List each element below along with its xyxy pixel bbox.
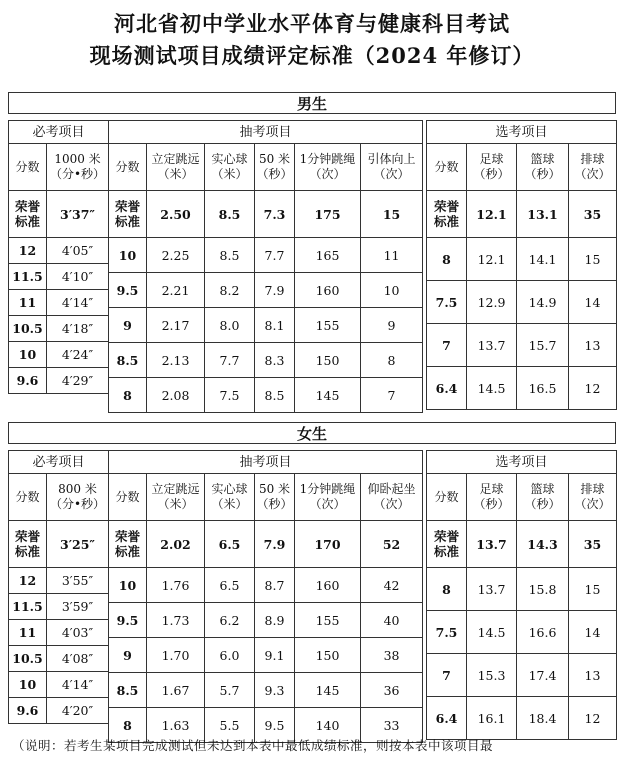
value-cell: 4′10″ xyxy=(47,264,109,290)
value-cell: 8 xyxy=(361,343,423,378)
value-cell: 2.17 xyxy=(147,308,205,343)
score-cell: 7 xyxy=(427,654,467,697)
value-cell: 14 xyxy=(569,611,617,654)
value-cell: 7.9 xyxy=(255,521,295,568)
value-cell: 13.7 xyxy=(467,324,517,367)
value-cell: 12.9 xyxy=(467,281,517,324)
value-cell: 8.5 xyxy=(205,238,255,273)
page-title-line-2: 现场测试项目成绩评定标准（2024 年修订） xyxy=(89,43,535,68)
value-cell: 33 xyxy=(361,708,423,743)
value-cell: 145 xyxy=(295,673,361,708)
value-cell: 18.4 xyxy=(517,697,569,740)
value-cell: 7 xyxy=(361,378,423,413)
score-cell: 12 xyxy=(9,568,47,594)
value-cell: 38 xyxy=(361,638,423,673)
value-cell: 36 xyxy=(361,673,423,708)
table-row xyxy=(427,521,617,568)
value-cell: 3′37″ xyxy=(47,191,109,238)
value-cell: 16.5 xyxy=(517,367,569,410)
value-cell: 9.1 xyxy=(255,638,295,673)
value-cell: 160 xyxy=(295,273,361,308)
value-cell: 3′55″ xyxy=(47,568,109,594)
column-header: 1分钟跳绳 （次） xyxy=(295,474,361,521)
value-cell: 165 xyxy=(295,238,361,273)
score-cell: 9 xyxy=(109,308,147,343)
value-cell: 1.76 xyxy=(147,568,205,603)
value-cell: 4′24″ xyxy=(47,342,109,368)
section-label: 抽考项目 xyxy=(109,121,423,144)
value-cell: 10 xyxy=(361,273,423,308)
value-cell: 155 xyxy=(295,308,361,343)
value-cell: 13.1 xyxy=(517,191,569,238)
table-row xyxy=(9,368,109,394)
score-cell: 9.5 xyxy=(109,273,147,308)
value-cell: 40 xyxy=(361,603,423,638)
value-cell: 9.3 xyxy=(255,673,295,708)
value-cell: 8.7 xyxy=(255,568,295,603)
value-cell: 6.2 xyxy=(205,603,255,638)
score-cell: 9.6 xyxy=(9,368,47,394)
value-cell: 150 xyxy=(295,638,361,673)
elective-items-section xyxy=(426,450,616,740)
value-cell: 15.3 xyxy=(467,654,517,697)
table-row xyxy=(9,191,109,238)
value-cell: 1.70 xyxy=(147,638,205,673)
table-row xyxy=(9,698,109,724)
value-cell: 13.7 xyxy=(467,568,517,611)
column-header: 分数 xyxy=(9,144,47,191)
column-header: 分数 xyxy=(427,144,467,191)
table-row xyxy=(109,343,423,378)
table-row xyxy=(109,308,423,343)
value-cell: 4′18″ xyxy=(47,316,109,342)
value-cell: 8.9 xyxy=(255,603,295,638)
column-header: 足球 （秒） xyxy=(467,144,517,191)
score-cell: 6.4 xyxy=(427,697,467,740)
table-row xyxy=(9,568,109,594)
column-header: 1000 米 （分•秒） xyxy=(47,144,109,191)
table-row xyxy=(427,654,617,697)
value-cell: 7.7 xyxy=(255,238,295,273)
table-row xyxy=(9,264,109,290)
section-label: 选考项目 xyxy=(427,451,617,474)
value-cell: 2.21 xyxy=(147,273,205,308)
section-label: 必考项目 xyxy=(9,121,109,144)
score-cell: 荣誉 标准 xyxy=(427,191,467,238)
table-row xyxy=(427,238,617,281)
value-cell: 14.5 xyxy=(467,611,517,654)
table-row xyxy=(109,603,423,638)
elective-items-section xyxy=(426,120,616,410)
table-row xyxy=(109,568,423,603)
score-cell: 8 xyxy=(427,568,467,611)
value-cell: 3′25″ xyxy=(47,521,109,568)
page-title-line-1: 河北省初中学业水平体育与健康科目考试 xyxy=(114,11,510,36)
value-cell: 7.3 xyxy=(255,191,295,238)
value-cell: 7.5 xyxy=(205,378,255,413)
value-cell: 12 xyxy=(569,697,617,740)
value-cell: 8.0 xyxy=(205,308,255,343)
score-cell: 9.6 xyxy=(9,698,47,724)
value-cell: 6.0 xyxy=(205,638,255,673)
gender-label: 女生 xyxy=(8,422,616,444)
score-cell: 9 xyxy=(109,638,147,673)
column-header: 50 米 （秒） xyxy=(255,474,295,521)
value-cell: 4′29″ xyxy=(47,368,109,394)
value-cell: 9.5 xyxy=(255,708,295,743)
value-cell: 14.1 xyxy=(517,238,569,281)
value-cell: 17.4 xyxy=(517,654,569,697)
column-header: 排球 （次） xyxy=(569,144,617,191)
value-cell: 5.7 xyxy=(205,673,255,708)
table-row xyxy=(9,290,109,316)
value-cell: 4′08″ xyxy=(47,646,109,672)
value-cell: 140 xyxy=(295,708,361,743)
column-header: 仰卧起坐 （次） xyxy=(361,474,423,521)
score-cell: 8 xyxy=(109,378,147,413)
score-cell: 11.5 xyxy=(9,264,47,290)
value-cell: 2.02 xyxy=(147,521,205,568)
score-cell: 11 xyxy=(9,620,47,646)
score-cell: 8 xyxy=(109,708,147,743)
value-cell: 150 xyxy=(295,343,361,378)
value-cell: 8.3 xyxy=(255,343,295,378)
column-header: 立定跳远 （米） xyxy=(147,144,205,191)
value-cell: 3′59″ xyxy=(47,594,109,620)
drawn-items-section xyxy=(108,120,422,413)
value-cell: 160 xyxy=(295,568,361,603)
value-cell: 15 xyxy=(569,568,617,611)
column-header: 分数 xyxy=(109,144,147,191)
score-cell: 荣誉 标准 xyxy=(9,521,47,568)
table-row xyxy=(109,521,423,568)
table-row xyxy=(9,316,109,342)
score-cell: 10.5 xyxy=(9,316,47,342)
value-cell: 12 xyxy=(569,367,617,410)
value-cell: 15.7 xyxy=(517,324,569,367)
table-row xyxy=(427,367,617,410)
table-row xyxy=(109,378,423,413)
column-header: 实心球 （米） xyxy=(205,474,255,521)
value-cell: 12.1 xyxy=(467,191,517,238)
value-cell: 2.08 xyxy=(147,378,205,413)
table-row xyxy=(9,620,109,646)
value-cell: 4′14″ xyxy=(47,672,109,698)
score-cell: 荣誉 标准 xyxy=(9,191,47,238)
table-row xyxy=(109,273,423,308)
required-items-section xyxy=(8,450,108,724)
value-cell: 14.5 xyxy=(467,367,517,410)
score-cell: 荣誉 标准 xyxy=(109,191,147,238)
column-header: 立定跳远 （米） xyxy=(147,474,205,521)
score-cell: 10 xyxy=(9,672,47,698)
gender-label: 男生 xyxy=(8,92,616,114)
value-cell: 6.5 xyxy=(205,568,255,603)
column-header: 篮球 （秒） xyxy=(517,474,569,521)
score-cell: 8 xyxy=(427,238,467,281)
value-cell: 8.5 xyxy=(255,378,295,413)
value-cell: 4′05″ xyxy=(47,238,109,264)
table-row xyxy=(109,673,423,708)
table-row xyxy=(109,238,423,273)
score-cell: 8.5 xyxy=(109,673,147,708)
table-row xyxy=(427,568,617,611)
value-cell: 14 xyxy=(569,281,617,324)
value-cell: 9 xyxy=(361,308,423,343)
table-row xyxy=(9,646,109,672)
value-cell: 52 xyxy=(361,521,423,568)
table-row xyxy=(427,697,617,740)
column-header: 分数 xyxy=(109,474,147,521)
table-row xyxy=(109,191,423,238)
column-header: 篮球 （秒） xyxy=(517,144,569,191)
table-row xyxy=(427,324,617,367)
value-cell: 14.3 xyxy=(517,521,569,568)
footnote: （说明：若考生某项目完成测试但未达到本表中最低成绩标准，则按本表中该项目最 xyxy=(12,738,494,753)
required-items-section xyxy=(8,120,108,394)
score-cell: 10 xyxy=(109,568,147,603)
value-cell: 2.50 xyxy=(147,191,205,238)
section-label: 必考项目 xyxy=(9,451,109,474)
value-cell: 7.9 xyxy=(255,273,295,308)
table-row xyxy=(109,638,423,673)
value-cell: 15.8 xyxy=(517,568,569,611)
value-cell: 16.1 xyxy=(467,697,517,740)
value-cell: 155 xyxy=(295,603,361,638)
value-cell: 8.2 xyxy=(205,273,255,308)
column-header: 1分钟跳绳 （次） xyxy=(295,144,361,191)
score-cell: 11 xyxy=(9,290,47,316)
table-row xyxy=(9,672,109,698)
section-label: 选考项目 xyxy=(427,121,617,144)
score-cell: 10.5 xyxy=(9,646,47,672)
score-cell: 8.5 xyxy=(109,343,147,378)
drawn-items-section xyxy=(108,450,422,743)
table-row xyxy=(9,238,109,264)
value-cell: 13 xyxy=(569,654,617,697)
score-cell: 7.5 xyxy=(427,611,467,654)
value-cell: 16.6 xyxy=(517,611,569,654)
column-header: 分数 xyxy=(427,474,467,521)
table-row xyxy=(9,521,109,568)
score-cell: 12 xyxy=(9,238,47,264)
value-cell: 5.5 xyxy=(205,708,255,743)
value-cell: 15 xyxy=(569,238,617,281)
value-cell: 8.5 xyxy=(205,191,255,238)
value-cell: 1.67 xyxy=(147,673,205,708)
column-header: 排球 （次） xyxy=(569,474,617,521)
value-cell: 145 xyxy=(295,378,361,413)
value-cell: 175 xyxy=(295,191,361,238)
table-row xyxy=(9,342,109,368)
column-header: 实心球 （米） xyxy=(205,144,255,191)
score-cell: 7 xyxy=(427,324,467,367)
value-cell: 13 xyxy=(569,324,617,367)
value-cell: 1.63 xyxy=(147,708,205,743)
score-cell: 荣誉 标准 xyxy=(109,521,147,568)
value-cell: 1.73 xyxy=(147,603,205,638)
table-row xyxy=(427,611,617,654)
section-label: 抽考项目 xyxy=(109,451,423,474)
table-row xyxy=(9,594,109,620)
value-cell: 42 xyxy=(361,568,423,603)
score-cell: 6.4 xyxy=(427,367,467,410)
column-header: 50 米 （秒） xyxy=(255,144,295,191)
column-header: 800 米 （分•秒） xyxy=(47,474,109,521)
score-cell: 荣誉 标准 xyxy=(427,521,467,568)
score-cell: 10 xyxy=(9,342,47,368)
value-cell: 4′03″ xyxy=(47,620,109,646)
column-header: 引体向上 （次） xyxy=(361,144,423,191)
value-cell: 35 xyxy=(569,521,617,568)
table-row xyxy=(427,281,617,324)
value-cell: 2.13 xyxy=(147,343,205,378)
value-cell: 8.1 xyxy=(255,308,295,343)
value-cell: 35 xyxy=(569,191,617,238)
score-cell: 7.5 xyxy=(427,281,467,324)
value-cell: 13.7 xyxy=(467,521,517,568)
value-cell: 14.9 xyxy=(517,281,569,324)
column-header: 足球 （秒） xyxy=(467,474,517,521)
value-cell: 15 xyxy=(361,191,423,238)
score-cell: 9.5 xyxy=(109,603,147,638)
value-cell: 11 xyxy=(361,238,423,273)
column-header: 分数 xyxy=(9,474,47,521)
value-cell: 170 xyxy=(295,521,361,568)
table-row xyxy=(427,191,617,238)
score-cell: 10 xyxy=(109,238,147,273)
value-cell: 7.7 xyxy=(205,343,255,378)
value-cell: 12.1 xyxy=(467,238,517,281)
value-cell: 4′14″ xyxy=(47,290,109,316)
value-cell: 6.5 xyxy=(205,521,255,568)
value-cell: 4′20″ xyxy=(47,698,109,724)
score-cell: 11.5 xyxy=(9,594,47,620)
value-cell: 2.25 xyxy=(147,238,205,273)
